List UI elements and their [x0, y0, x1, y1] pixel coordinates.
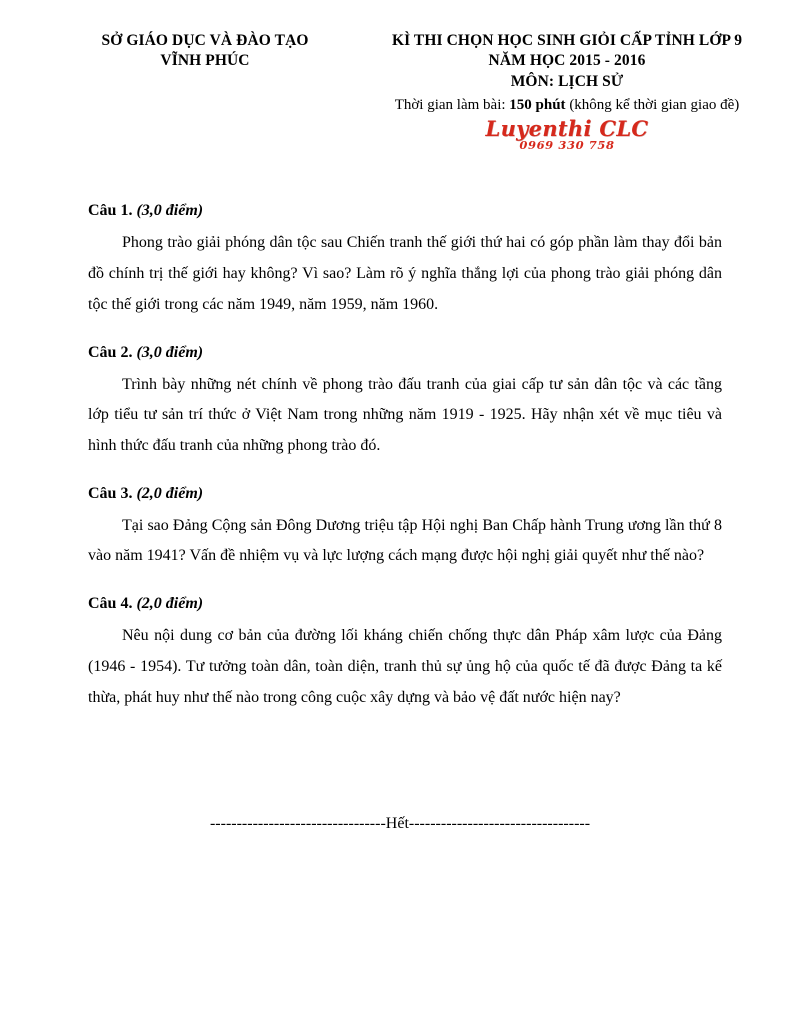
- footer-dashes-right: ----------------------------------: [408, 815, 591, 832]
- logo-name-text: Luyenthi CLC: [485, 115, 649, 141]
- exam-school-year: NĂM HỌC 2015 - 2016: [488, 52, 646, 70]
- question-2-label: Câu 2.: [88, 343, 133, 361]
- issuing-authority-block: [60, 31, 350, 71]
- document-footer: [0, 812, 800, 836]
- question-1-points: (3,0 điểm): [136, 202, 204, 220]
- footer-end-label: Hết: [385, 815, 409, 832]
- question-2: [88, 341, 722, 462]
- questions-container: [0, 199, 800, 713]
- question-3-text: Tại sao Đảng Cộng sản Đông Dương triệu tập Hội nghị Ban Chấp hành Trung ương lần thứ 8 vào năm 1941? Vấn đề nhiệm vụ và lực lượng cách mạng được hội nghị giải quyết như thế nào?: [88, 516, 722, 565]
- question-4: [88, 592, 722, 713]
- question-3-label: Câu 3.: [88, 484, 133, 502]
- exam-duration-line: [354, 94, 780, 117]
- question-4-points: (2,0 điểm): [136, 595, 204, 613]
- exam-title-line-1: KÌ THI CHỌN HỌC SINH GIỎI CẤP TỈNH LỚP 9: [391, 32, 743, 49]
- question-3-points: (2,0 điểm): [136, 484, 204, 502]
- watermark-logo: [354, 115, 780, 152]
- exam-title-block: [350, 31, 780, 151]
- question-2-heading: [88, 341, 722, 365]
- question-2-text: Trình bày những nét chính về phong trào đấu tranh của giai cấp tư sản dân tộc và các tầng lớp tiểu tư sản trí thức ở Việt Nam trong những năm 1919 - 1925. Hãy nhận xét về mục tiêu và hình thức đấu tranh của những phong trào đó.: [88, 375, 722, 454]
- exam-duration-value: 150 phút: [509, 97, 566, 114]
- department-line-2: VĨNH PHÚC: [160, 52, 250, 70]
- question-1-label: Câu 1.: [88, 202, 133, 220]
- question-2-points: (3,0 điểm): [136, 343, 204, 361]
- logo-phone-text: 0969 330 758: [519, 137, 615, 152]
- department-line-1: SỞ GIÁO DỤC VÀ ĐÀO TẠO: [101, 32, 309, 49]
- question-4-label: Câu 4.: [88, 595, 133, 613]
- question-1: [88, 199, 722, 320]
- question-1-heading: [88, 199, 722, 223]
- exam-duration-suffix: (không kể thời gian giao đề): [565, 97, 740, 114]
- document-header: [0, 0, 800, 151]
- question-3: [88, 482, 722, 572]
- question-4-heading: [88, 592, 722, 616]
- exam-duration-prefix: Thời gian làm bài:: [394, 97, 510, 114]
- footer-dashes-left: ---------------------------------: [209, 815, 386, 832]
- exam-subject: MÔN: LỊCH SỬ: [510, 72, 624, 90]
- question-3-heading: [88, 482, 722, 506]
- question-4-text: Nêu nội dung cơ bản của đường lối kháng chiến chống thực dân Pháp xâm lược của Đảng (1946 - 1954). Tư tưởng toàn dân, toàn diện, tranh thủ sự ủng hộ của quốc tế đã được Đảng ta kế thừa, phát huy như thế nào trong công cuộc xây dựng và bảo vệ đất nước hiện nay?: [88, 627, 722, 706]
- question-1-text: Phong trào giải phóng dân tộc sau Chiến tranh thế giới thứ hai có góp phần làm thay đổi bản đồ chính trị thế giới hay không? Vì sao? Làm rõ ý nghĩa thắng lợi của phong trào giải phóng dân tộc thế giới trong các năm 1949, năm 1959, năm 1960.: [88, 234, 722, 313]
